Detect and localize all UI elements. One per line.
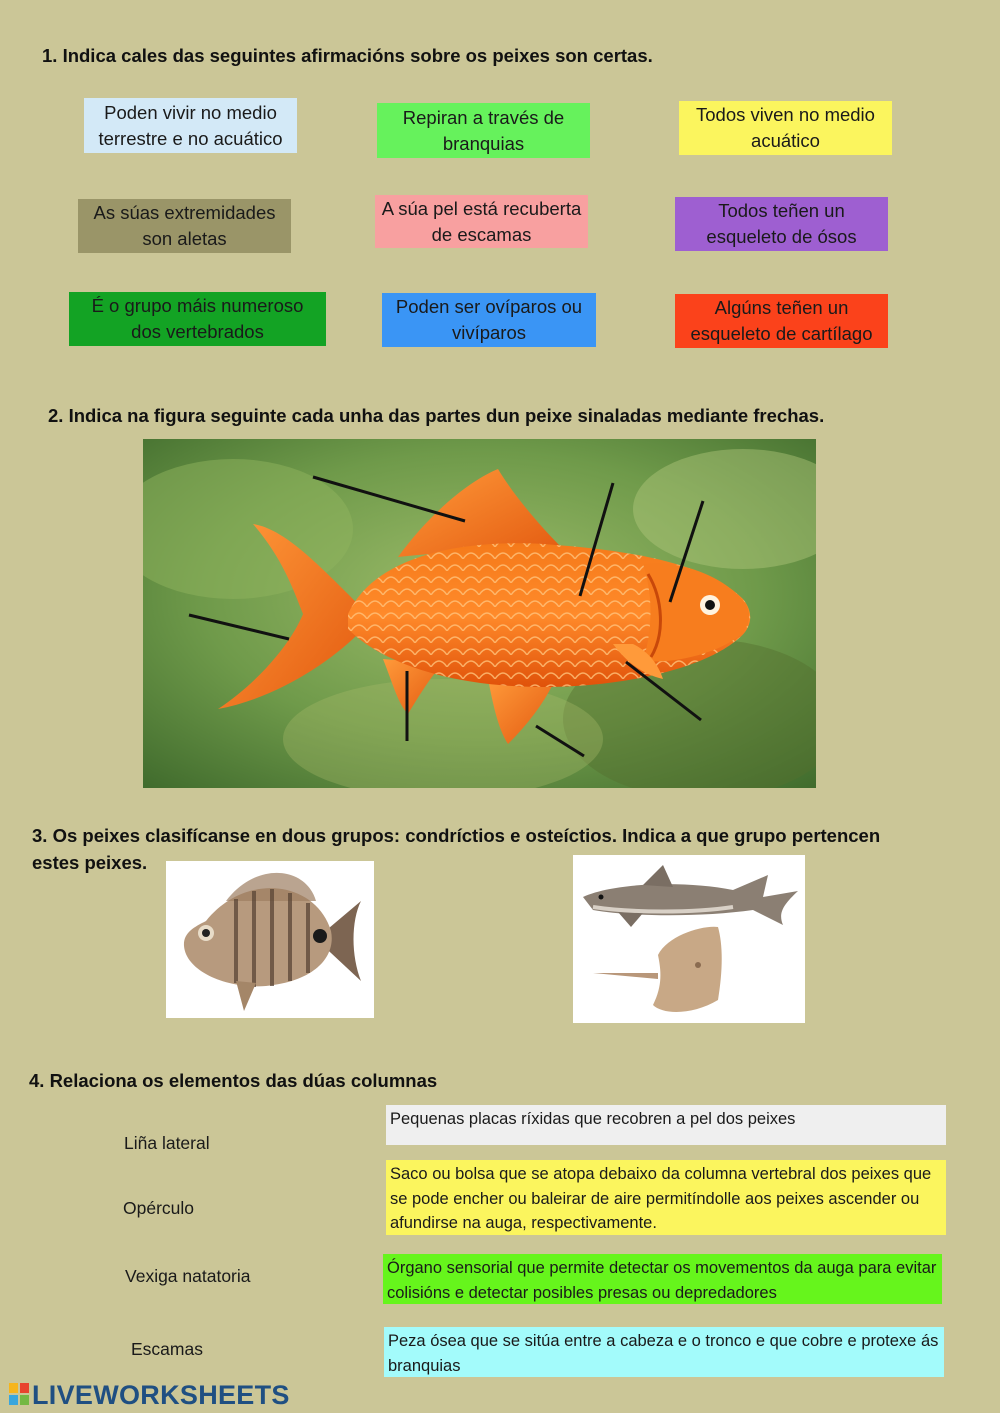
question-3-title-line1: 3. Os peixes clasifícanse en dous grupos: condríctios e osteíctios. Indica a que grupo pertencen (32, 825, 881, 846)
term-operculum[interactable]: Opérculo (123, 1198, 195, 1218)
cartilaginous-fish-image (573, 855, 805, 1023)
definition-operculum[interactable]: Peza ósea que se sitúa entre a cabeza e o tronco e que cobre e protexe ás branquias (384, 1327, 944, 1377)
question-2-title: 2. Indica na figura seguinte cada unha das partes dun peixe sinaladas mediante frechas. (48, 405, 825, 426)
bony-fish-image (166, 861, 374, 1018)
liveworksheets-brand: LIVEWORKSHEETS (32, 1379, 290, 1410)
question-1-title: 1. Indica cales das seguintes afirmacións sobre os peixes son certas. (42, 45, 653, 66)
statement-card-4[interactable]: As súas extremidades son aletas (78, 199, 291, 253)
goldfish-image (143, 439, 816, 788)
term-swim-bladder[interactable]: Vexiga natatoria (125, 1266, 251, 1286)
statement-card-9[interactable]: Algúns teñen un esqueleto de cartílago (675, 294, 888, 348)
definition-lateral-line[interactable]: Órgano sensorial que permite detectar os movementos da auga para evitar colisións e detectar posibles presas ou depredadores (383, 1254, 942, 1304)
statement-card-6[interactable]: Todos teñen un esqueleto de ósos (675, 197, 888, 251)
statement-card-1[interactable]: Poden vivir no medio terrestre e no acuático (84, 98, 297, 153)
term-lateral-line[interactable]: Liña lateral (124, 1133, 210, 1153)
term-scales[interactable]: Escamas (131, 1339, 203, 1359)
liveworksheets-logo-icon (8, 1382, 32, 1408)
statement-card-8[interactable]: Poden ser ovíparos ou vivíparos (382, 293, 596, 347)
statement-card-3[interactable]: Todos viven no medio acuático (679, 101, 892, 155)
liveworksheets-logo (8, 1378, 290, 1412)
question-3-title-line2: estes peixes. (32, 852, 148, 873)
definition-swim-bladder[interactable]: Saco ou bolsa que se atopa debaixo da columna vertebral dos peixes que se pode encher ou baleirar de aire permitíndolle aos peixes ascender ou afundirse na auga, respectivamente. (386, 1160, 946, 1235)
statement-card-7[interactable]: É o grupo máis numeroso dos vertebrados (69, 292, 326, 346)
question-4-title: 4. Relaciona os elementos das dúas columnas (29, 1070, 438, 1091)
definition-scales[interactable]: Pequenas placas ríxidas que recobren a pel dos peixes (386, 1105, 946, 1145)
statement-card-5[interactable]: A súa pel está recuberta de escamas (375, 195, 588, 248)
statement-card-2[interactable]: Repiran a través de branquias (377, 103, 590, 158)
